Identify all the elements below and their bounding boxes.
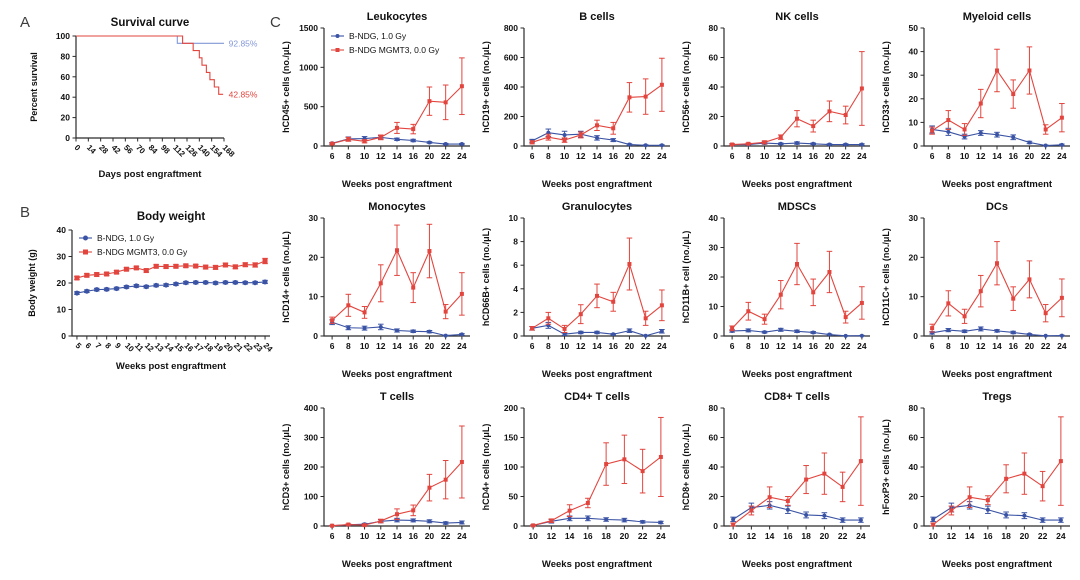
svg-text:40: 40 [908,462,918,472]
monocytes-chart [278,196,478,382]
svg-text:30: 30 [56,251,66,262]
svg-text:24: 24 [1057,151,1067,161]
svg-text:hCD19+ cells (no./μL): hCD19+ cells (no./μL) [481,41,491,133]
svg-text:98: 98 [158,143,172,156]
svg-text:8: 8 [945,341,951,351]
svg-text:40: 40 [708,82,718,92]
tregs-svg [878,386,1078,572]
svg-text:14: 14 [162,341,176,354]
svg-text:500: 500 [303,101,318,112]
svg-text:60: 60 [908,432,918,443]
svg-text:hCD11C+ cells (no./μL): hCD11C+ cells (no./μL) [881,228,891,326]
survival-curve-chart [26,12,274,182]
svg-text:8: 8 [745,151,751,161]
svg-text:16: 16 [608,341,618,351]
svg-text:B cells: B cells [579,11,615,23]
svg-text:16: 16 [608,151,618,161]
svg-text:Weeks post engraftment: Weeks post engraftment [341,559,453,570]
svg-text:16: 16 [1008,341,1018,351]
myeloid-cells-svg [878,6,1078,192]
svg-text:8: 8 [513,236,518,247]
myeloid-cells-chart [878,6,1078,192]
svg-text:T cells: T cells [379,391,415,403]
svg-text:0: 0 [313,331,318,341]
svg-text:20: 20 [824,151,835,161]
svg-text:600: 600 [503,52,518,63]
svg-text:B-NDG MGMT3, 0.0 Gy: B-NDG MGMT3, 0.0 Gy [97,247,188,257]
b-cells-svg [478,6,678,192]
svg-text:14: 14 [392,151,402,161]
svg-text:20: 20 [424,341,435,351]
svg-text:12: 12 [376,531,386,541]
svg-text:hCD66B+ cells (no./μL): hCD66B+ cells (no./μL) [481,227,491,327]
svg-text:8: 8 [345,531,351,541]
svg-text:20: 20 [624,341,635,351]
svg-text:8: 8 [745,341,751,351]
svg-text:12: 12 [546,531,557,541]
svg-text:800: 800 [503,23,518,33]
svg-text:7: 7 [93,341,103,351]
svg-text:126: 126 [183,143,200,159]
svg-text:hFoxP3+ cells (no./μL): hFoxP3+ cells (no./μL) [881,419,891,515]
svg-text:MDSCs: MDSCs [777,201,817,213]
svg-text:12: 12 [946,531,957,541]
svg-text:0: 0 [913,521,918,531]
svg-text:22: 22 [1040,151,1051,161]
svg-text:80: 80 [60,51,70,62]
svg-text:14: 14 [792,151,802,161]
svg-text:6: 6 [729,341,735,351]
svg-text:B-NDG, 1.0 Gy: B-NDG, 1.0 Gy [349,31,407,41]
svg-text:22: 22 [837,531,848,541]
svg-text:14: 14 [592,341,602,351]
svg-text:140: 140 [195,143,212,159]
svg-text:20: 20 [60,112,70,123]
granulocytes-svg [478,196,678,382]
svg-text:Tregs: Tregs [982,391,1012,403]
leukocytes-chart [278,6,478,192]
svg-text:6: 6 [329,151,335,161]
svg-text:16: 16 [408,341,418,351]
svg-text:hCD3+ cells (no./μL): hCD3+ cells (no./μL) [281,423,291,511]
svg-text:60: 60 [60,71,70,82]
svg-text:20: 20 [708,491,718,502]
panel-c-grid [278,6,1080,576]
cd4-t-cells-chart [478,386,678,572]
svg-text:18: 18 [202,341,215,354]
b-cells-chart [478,6,678,192]
svg-text:200: 200 [503,403,518,413]
svg-text:42.85%: 42.85% [228,89,258,100]
svg-text:Myeloid cells: Myeloid cells [962,11,1032,23]
svg-text:0: 0 [713,521,718,531]
svg-text:12: 12 [776,341,786,351]
svg-text:14: 14 [764,531,775,541]
svg-text:14: 14 [592,151,602,161]
svg-text:12: 12 [976,341,986,351]
nk-cells-svg [678,6,878,192]
svg-text:Weeks post engraftment: Weeks post engraftment [741,559,853,570]
svg-text:14: 14 [992,151,1002,161]
svg-text:0: 0 [313,141,318,151]
svg-text:10: 10 [559,341,570,351]
svg-text:10: 10 [123,341,136,354]
survival-curve-svg [26,12,274,182]
svg-text:DCs: DCs [985,201,1009,213]
svg-text:Percent survival: Percent survival [29,52,39,122]
svg-text:10: 10 [959,341,970,351]
cd8-t-cells-svg [678,386,878,572]
svg-text:400: 400 [303,403,318,413]
svg-text:14: 14 [84,143,98,156]
svg-text:20: 20 [619,531,630,541]
svg-text:24: 24 [856,531,866,541]
svg-text:50: 50 [508,491,518,502]
svg-text:10: 10 [56,304,66,315]
cd4-t-cells-svg [478,386,678,572]
svg-text:Weeks post engraftment: Weeks post engraftment [941,559,1053,570]
svg-text:24: 24 [1056,531,1066,541]
svg-text:20: 20 [1019,531,1030,541]
svg-text:12: 12 [376,151,386,161]
svg-text:B-NDG, 1.0 Gy: B-NDG, 1.0 Gy [97,233,155,243]
svg-text:10: 10 [359,341,370,351]
svg-text:22: 22 [637,531,648,541]
svg-text:0: 0 [913,141,918,151]
svg-text:0: 0 [513,331,518,341]
svg-text:12: 12 [746,531,757,541]
svg-text:16: 16 [808,151,818,161]
svg-text:16: 16 [1008,151,1018,161]
svg-text:Weeks post engraftment: Weeks post engraftment [741,179,853,190]
t-cells-svg [278,386,478,572]
monocytes-svg [278,196,478,382]
svg-text:30: 30 [308,213,318,223]
svg-text:200: 200 [503,111,518,122]
svg-text:Body weight (g): Body weight (g) [27,249,37,317]
svg-text:Weeks post engraftment: Weeks post engraftment [115,361,227,372]
svg-text:42: 42 [109,143,123,156]
svg-text:24: 24 [457,341,467,351]
svg-text:22: 22 [640,341,651,351]
svg-text:22: 22 [440,341,451,351]
svg-text:24: 24 [457,151,467,161]
svg-text:20: 20 [424,151,435,161]
svg-text:10: 10 [359,531,370,541]
svg-text:20: 20 [908,252,918,263]
svg-text:10: 10 [559,151,570,161]
svg-text:20: 20 [1024,151,1035,161]
dcs-svg [878,196,1078,382]
svg-text:Monocytes: Monocytes [368,201,426,213]
svg-text:22: 22 [241,341,255,354]
svg-text:20: 20 [908,491,918,502]
svg-text:Body weight: Body weight [136,211,206,223]
svg-text:0: 0 [513,141,518,151]
svg-text:5: 5 [73,341,84,351]
svg-text:20: 20 [424,531,435,541]
leukocytes-svg [278,6,478,192]
svg-text:0: 0 [72,143,83,153]
svg-text:CD4+ T cells: CD4+ T cells [564,391,630,403]
svg-text:Weeks post engraftment: Weeks post engraftment [341,179,453,190]
svg-text:40: 40 [56,225,66,235]
svg-text:0: 0 [913,331,918,341]
svg-text:100: 100 [55,31,70,41]
svg-text:Leukocytes: Leukocytes [366,11,428,23]
svg-text:0: 0 [713,141,718,151]
svg-text:16: 16 [783,531,793,541]
svg-text:hCD8+ cells (no./μL): hCD8+ cells (no./μL) [681,423,691,511]
svg-text:16: 16 [808,341,818,351]
svg-text:24: 24 [857,341,867,351]
svg-text:100: 100 [303,491,318,502]
svg-text:4: 4 [513,283,518,294]
svg-text:24: 24 [656,531,666,541]
svg-text:17: 17 [192,341,205,354]
svg-text:19: 19 [212,341,225,354]
svg-text:10: 10 [708,301,718,312]
svg-text:16: 16 [182,341,196,354]
svg-text:40: 40 [708,213,718,223]
svg-text:9: 9 [113,341,123,351]
svg-text:hCD45+ cells (no./μL): hCD45+ cells (no./μL) [281,41,291,133]
svg-text:22: 22 [440,531,451,541]
svg-text:30: 30 [908,213,918,223]
svg-text:CD8+ T cells: CD8+ T cells [764,391,830,403]
svg-text:10: 10 [528,531,538,541]
svg-text:24: 24 [1057,341,1067,351]
svg-text:11: 11 [132,341,146,354]
svg-text:hCD4+ cells (no./μL): hCD4+ cells (no./μL) [481,423,491,511]
svg-text:13: 13 [152,341,166,354]
svg-text:22: 22 [840,341,851,351]
svg-text:10: 10 [508,213,518,223]
svg-text:60: 60 [708,52,718,63]
panel-label-a: A [20,14,31,31]
svg-text:1000: 1000 [299,62,318,73]
svg-text:100: 100 [503,462,518,472]
svg-text:6: 6 [329,341,335,351]
svg-text:12: 12 [576,341,586,351]
svg-text:hCD11B+ cell (no./μL): hCD11B+ cell (no./μL) [681,230,691,324]
dcs-chart [878,196,1078,382]
svg-text:8: 8 [103,341,113,351]
svg-text:10: 10 [759,341,770,351]
svg-text:0: 0 [313,521,318,531]
svg-text:22: 22 [640,151,651,161]
t-cells-chart [278,386,478,572]
svg-text:30: 30 [908,70,918,81]
svg-text:22: 22 [440,151,451,161]
svg-text:10: 10 [308,291,318,302]
svg-text:6: 6 [83,341,93,351]
svg-text:16: 16 [583,531,593,541]
svg-text:Weeks post engraftment: Weeks post engraftment [541,559,653,570]
svg-text:24: 24 [657,151,667,161]
mdscs-chart [678,196,878,382]
svg-text:400: 400 [503,82,518,92]
svg-text:56: 56 [121,143,135,156]
svg-text:2: 2 [513,307,518,318]
svg-text:8: 8 [345,151,351,161]
svg-text:14: 14 [564,531,575,541]
svg-text:6: 6 [929,151,935,161]
svg-text:Weeks post engraftment: Weeks post engraftment [741,369,853,380]
svg-text:22: 22 [1040,341,1051,351]
svg-text:0: 0 [713,331,718,341]
svg-text:20: 20 [824,341,835,351]
svg-text:24: 24 [261,341,275,354]
svg-text:6: 6 [529,151,535,161]
svg-text:150: 150 [503,432,518,443]
svg-text:12: 12 [976,151,986,161]
svg-text:50: 50 [908,23,918,33]
cd8-t-cells-chart [678,386,878,572]
svg-text:10: 10 [928,531,938,541]
granulocytes-chart [478,196,678,382]
svg-text:Weeks post engraftment: Weeks post engraftment [541,179,653,190]
svg-text:92.85%: 92.85% [228,38,258,49]
svg-text:6: 6 [929,341,935,351]
svg-text:24: 24 [657,341,667,351]
svg-text:16: 16 [408,531,418,541]
svg-text:20: 20 [308,252,318,263]
panel-label-c: C [270,14,281,31]
svg-text:154: 154 [208,143,225,159]
panel-label-b: B [20,204,31,221]
nk-cells-chart [678,6,878,192]
svg-text:20: 20 [222,341,235,354]
svg-text:hCD33+ cells (no./μL): hCD33+ cells (no./μL) [881,41,891,133]
svg-text:1500: 1500 [299,23,318,33]
svg-text:16: 16 [408,151,418,161]
svg-text:B-NDG MGMT3, 0.0 Gy: B-NDG MGMT3, 0.0 Gy [349,45,440,55]
svg-text:30: 30 [708,242,718,253]
svg-text:0: 0 [513,521,518,531]
svg-text:14: 14 [392,341,402,351]
svg-text:84: 84 [146,143,160,156]
svg-text:40: 40 [60,92,70,103]
svg-text:70: 70 [134,143,147,156]
svg-text:6: 6 [329,531,335,541]
svg-text:8: 8 [545,151,551,161]
svg-text:60: 60 [708,432,718,443]
svg-text:Survival curve: Survival curve [110,17,190,29]
svg-text:Weeks post engraftment: Weeks post engraftment [941,369,1053,380]
svg-text:6: 6 [729,151,735,161]
svg-text:16: 16 [983,531,993,541]
svg-text:Days post engraftment: Days post engraftment [98,169,202,180]
svg-text:12: 12 [576,151,586,161]
svg-text:40: 40 [708,462,718,472]
svg-text:14: 14 [964,531,975,541]
svg-text:14: 14 [392,531,402,541]
svg-text:20: 20 [819,531,830,541]
svg-text:80: 80 [708,23,718,33]
svg-text:22: 22 [840,151,851,161]
svg-text:12: 12 [142,341,156,354]
svg-text:NK cells: NK cells [775,11,819,23]
svg-text:14: 14 [992,341,1002,351]
svg-text:Granulocytes: Granulocytes [561,201,633,213]
svg-text:300: 300 [303,432,318,443]
body-weight-svg [24,206,282,374]
svg-text:20: 20 [624,151,635,161]
svg-text:10: 10 [728,531,738,541]
svg-text:20: 20 [56,278,66,288]
body-weight-chart [24,206,282,374]
svg-text:18: 18 [1001,531,1011,541]
svg-text:112: 112 [171,143,187,159]
svg-text:0: 0 [65,133,70,143]
svg-text:6: 6 [513,260,518,271]
svg-text:6: 6 [529,341,535,351]
svg-text:10: 10 [908,117,918,128]
svg-text:10: 10 [959,151,970,161]
svg-text:0: 0 [61,331,66,341]
svg-text:20: 20 [1024,341,1035,351]
svg-text:8: 8 [345,341,351,351]
svg-text:12: 12 [376,341,386,351]
svg-text:10: 10 [359,151,370,161]
svg-text:24: 24 [457,531,467,541]
svg-text:200: 200 [303,462,318,472]
svg-text:Weeks post engraftment: Weeks post engraftment [341,369,453,380]
svg-text:21: 21 [231,341,245,354]
svg-text:10: 10 [908,291,918,302]
svg-text:15: 15 [172,341,186,354]
svg-text:14: 14 [792,341,802,351]
svg-text:Weeks post engraftment: Weeks post engraftment [541,369,653,380]
svg-text:24: 24 [857,151,867,161]
svg-text:40: 40 [908,46,918,57]
svg-text:168: 168 [220,143,237,159]
svg-text:10: 10 [759,151,770,161]
svg-text:22: 22 [1037,531,1048,541]
tregs-chart [878,386,1078,572]
svg-text:18: 18 [601,531,611,541]
svg-text:Weeks post engraftment: Weeks post engraftment [941,179,1053,190]
svg-text:hCD14+ cells (no./μL): hCD14+ cells (no./μL) [281,231,291,323]
svg-text:20: 20 [708,272,718,282]
svg-text:hCD56+ cells (no./μL): hCD56+ cells (no./μL) [681,41,691,133]
svg-text:80: 80 [908,403,918,413]
svg-text:23: 23 [251,341,265,354]
svg-text:8: 8 [545,341,551,351]
svg-text:18: 18 [801,531,811,541]
svg-text:8: 8 [945,151,951,161]
svg-text:80: 80 [708,403,718,413]
mdscs-svg [678,196,878,382]
svg-text:12: 12 [776,151,786,161]
svg-text:20: 20 [708,111,718,122]
svg-text:20: 20 [908,93,918,104]
svg-text:28: 28 [97,143,110,156]
